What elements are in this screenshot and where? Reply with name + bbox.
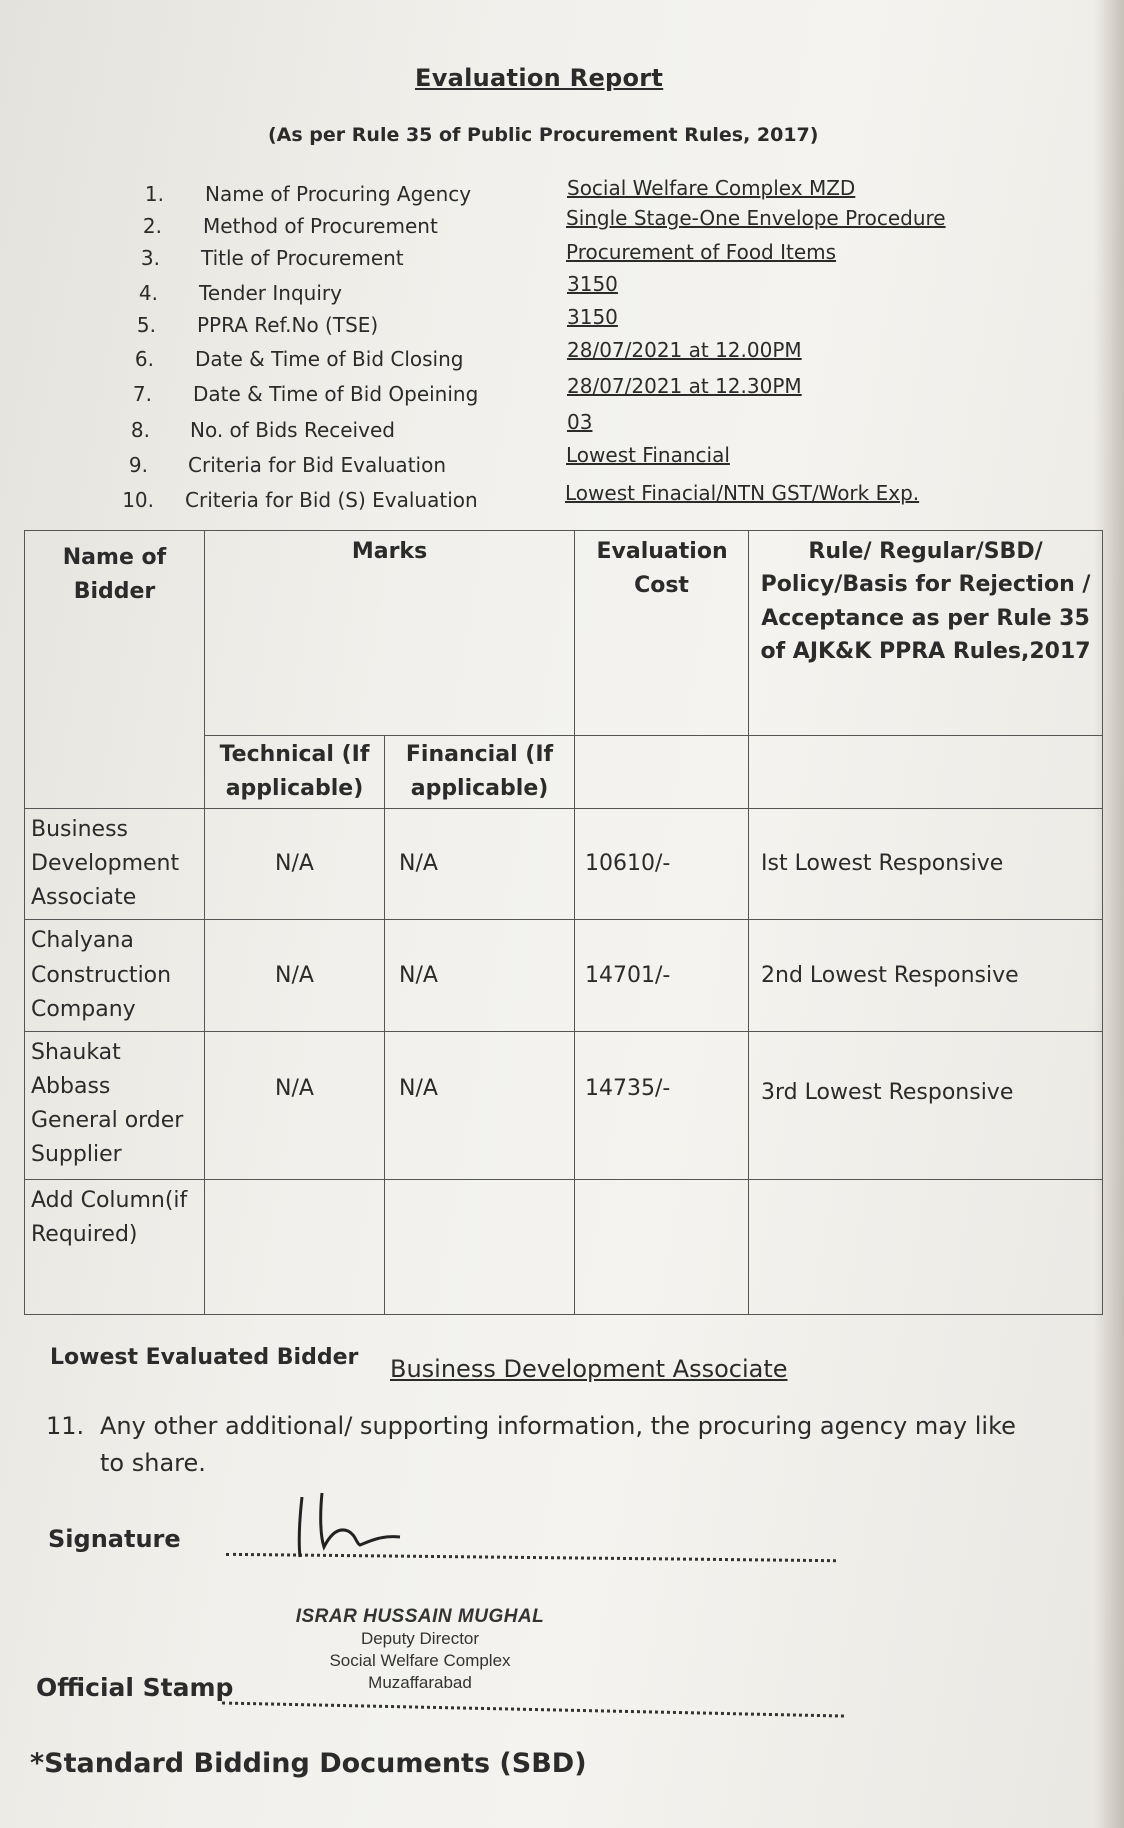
header-financial-text: Financial (If applicable) (405, 742, 554, 802)
empty-cell (749, 736, 1103, 809)
empty-cell (575, 736, 749, 809)
header-marks: Marks (205, 531, 575, 736)
info-label: No. of Bids Received (190, 418, 395, 442)
info-value: Single Stage-One Envelope Procedure (566, 206, 946, 230)
info-number: 5. (136, 313, 156, 337)
info-number: 6. (134, 347, 154, 371)
table-row (25, 920, 1103, 1031)
evaluation-cost: 10610/- (575, 809, 749, 920)
technical-marks: N/A (205, 1031, 385, 1179)
bidder-name: Chalyana Construction Company (25, 920, 205, 1031)
official-stamp-label: Official Stamp (36, 1673, 234, 1702)
info-value: Lowest Finacial/NTN GST/Work Exp. (565, 481, 920, 505)
info-value: Social Welfare Complex MZD (567, 176, 856, 200)
info-value: 3150 (567, 305, 618, 329)
bidder-name: Shaukat Abbass General order Supplier (25, 1031, 205, 1179)
bidder-name: Business Development Associate (25, 809, 205, 920)
info-label: Tender Inquiry (199, 281, 342, 305)
rule-basis (749, 1179, 1103, 1314)
info-label: Title of Procurement (201, 246, 404, 270)
rule-basis: 2nd Lowest Responsive (749, 920, 1103, 1031)
signature-label: Signature (48, 1525, 181, 1553)
header-financial (385, 736, 575, 809)
header-technical (205, 736, 385, 809)
header-rule-basis: Rule/ Regular/SBD/ Policy/Basis for Rejection / Acceptance as per Rule 35 of AJK&K PPRA Rules,2017 (749, 531, 1103, 736)
financial-marks: N/A (385, 1031, 575, 1179)
info-value: Procurement of Food Items (566, 240, 837, 264)
technical-marks: N/A (205, 920, 385, 1031)
stamp-office: Social Welfare Complex (329, 1651, 511, 1671)
stamp-city: Muzaffarabad (368, 1673, 472, 1693)
info-number: 4. (138, 281, 158, 305)
rule-basis: 3rd Lowest Responsive (749, 1031, 1103, 1179)
lowest-bidder-label: Lowest Evaluated Bidder (50, 1345, 359, 1370)
table-row (25, 809, 1103, 920)
report-subtitle: (As per Rule 35 of Public Procurement Rules, 2017) (268, 124, 819, 146)
info-label: PPRA Ref.No (TSE) (197, 313, 379, 337)
technical-marks (205, 1179, 385, 1314)
header-evaluation-cost: Evaluation Cost (575, 531, 749, 736)
table-row (25, 1179, 1103, 1314)
financial-marks: N/A (385, 920, 575, 1031)
page-edge-shadow (1094, 0, 1124, 1828)
evaluation-table (24, 530, 1103, 1315)
evaluation-cost (575, 1179, 749, 1314)
report-title: Evaluation Report (415, 64, 664, 92)
info-number: 3. (140, 246, 160, 270)
financial-marks: N/A (385, 809, 575, 920)
info-number: 9. (128, 453, 148, 477)
stamp-designation: Deputy Director (360, 1629, 480, 1648)
signature-mark (290, 1485, 440, 1565)
table-row (25, 1031, 1103, 1179)
lowest-bidder-value: Business Development Associate (390, 1355, 788, 1383)
header-bidder-name: Name of Bidder (25, 531, 205, 809)
info-value: 28/07/2021 at 12.30PM (567, 374, 802, 398)
sbd-footnote: *Standard Bidding Documents (SBD) (30, 1748, 587, 1779)
header-technical-text: Technical (If applicable) (219, 742, 370, 802)
table-header-row (25, 531, 1103, 736)
info-label: Criteria for Bid (S) Evaluation (185, 488, 478, 512)
info-label: Method of Procurement (203, 214, 438, 238)
info-value: Lowest Financial (566, 443, 730, 467)
bidder-name: Add Column(if Required) (25, 1179, 205, 1314)
info-label: Date & Time of Bid Closing (195, 347, 464, 371)
info-number: 7. (132, 382, 152, 406)
info-value: 28/07/2021 at 12.00PM (567, 338, 802, 362)
technical-marks: N/A (205, 809, 385, 920)
financial-marks (385, 1179, 575, 1314)
additional-info-number: 11. (46, 1412, 85, 1440)
info-label: Date & Time of Bid Opeining (193, 382, 479, 406)
info-number: 2. (142, 214, 162, 238)
official-stamp (270, 1606, 570, 1694)
info-label: Name of Procuring Agency (205, 182, 472, 206)
evaluation-cost: 14735/- (575, 1031, 749, 1179)
rule-basis: Ist Lowest Responsive (749, 809, 1103, 920)
info-value: 3150 (567, 272, 618, 296)
stamp-line (222, 1701, 844, 1717)
info-value: 03 (567, 410, 593, 434)
info-number: 1. (144, 182, 164, 206)
info-number: 10. (122, 488, 154, 512)
info-label: Criteria for Bid Evaluation (188, 453, 446, 477)
additional-info-text: Any other additional/ supporting information, the procuring agency may like to share. (100, 1412, 1016, 1478)
evaluation-cost: 14701/- (575, 920, 749, 1031)
info-number: 8. (130, 418, 150, 442)
stamp-name: ISRAR HUSSAIN MUGHAL (295, 1606, 545, 1627)
